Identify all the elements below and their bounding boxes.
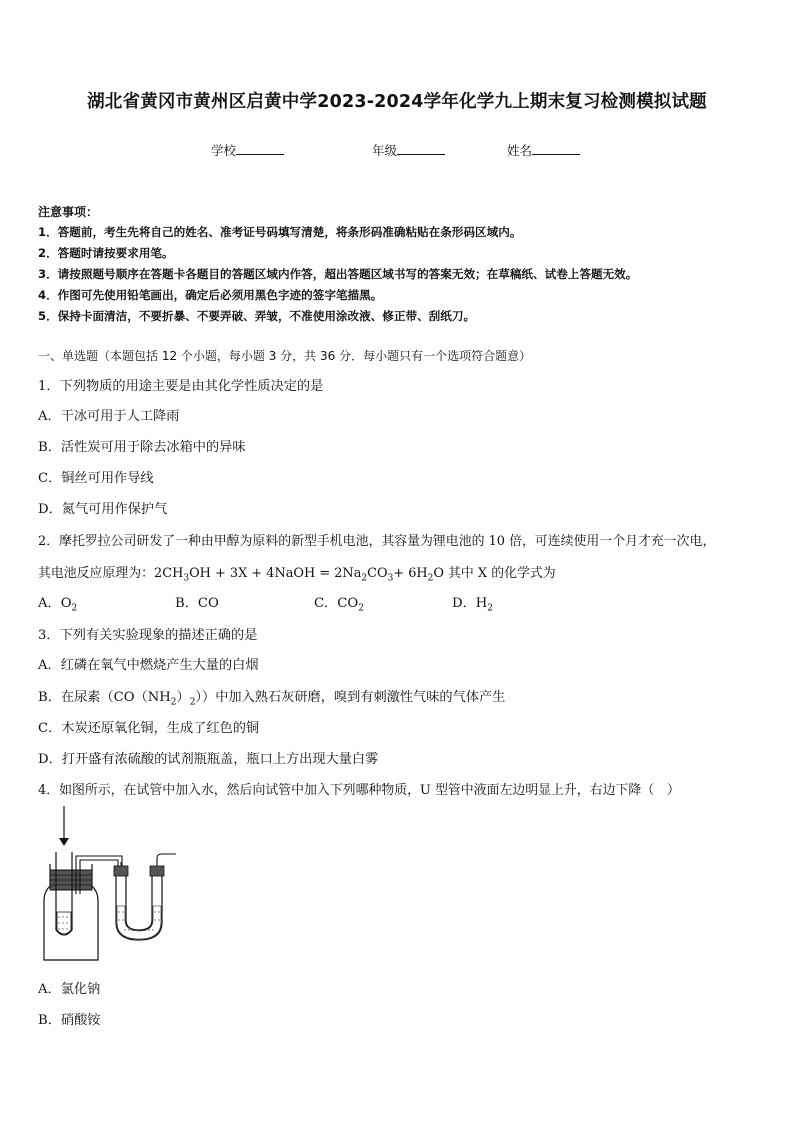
question-2-option-a[interactable]: A．$O_2$ bbox=[38, 596, 78, 614]
question-3-stem: 3．下列有关实验现象的描述正确的是 bbox=[38, 628, 258, 643]
question-2-option-c[interactable]: C．$CO_2$ bbox=[314, 596, 364, 614]
question-1-option-b[interactable]: B．活性炭可用于除去冰箱中的异味 bbox=[38, 440, 246, 455]
question-1-stem: 1．下列物质的用途主要是由其化学性质决定的是 bbox=[38, 379, 324, 394]
name-field[interactable] bbox=[507, 141, 580, 159]
grade-field[interactable] bbox=[372, 141, 445, 159]
note-item: 4．作图可先使用铅笔画出，确定后必须用黑色字迹的签字笔描黑。 bbox=[38, 288, 383, 302]
note-item: 2．答题时请按要求用笔。 bbox=[38, 246, 174, 260]
school-label: 学校 bbox=[211, 143, 237, 158]
question-1-option-c[interactable]: C．铜丝可用作导线 bbox=[38, 471, 154, 486]
question-3-option-b[interactable]: B．在尿素$(CO(NH_2)_2)$）中加入熟石灰研磨，嗅到有刺激性气味的气体产生 bbox=[38, 690, 506, 708]
question-2-stem-line2: 其电池反应原理为：$2CH_3OH + 3X$ + 4NaOH = $2Na_2CO_3+ 6H_2O$ 其中 X 的化学式为 bbox=[38, 566, 556, 584]
note-item: 5．保持卡面清洁，不要折暴、不要弄破、弄皱，不准使用涂改液、修正带、刮纸刀。 bbox=[38, 309, 476, 323]
question-3-option-a[interactable]: A．红磷在氧气中燃烧产生大量的白烟 bbox=[38, 658, 259, 673]
section-heading: 一、单选题（本题包括 12 个小题，每小题 3 分，共 36 分．每小题只有一个选项符合题意） bbox=[38, 349, 532, 363]
question-3-option-c[interactable]: C．木炭还原氧化铜，生成了红色的铜 bbox=[38, 721, 260, 736]
question-2-option-d[interactable]: D．$H_2$ bbox=[452, 596, 493, 614]
question-3-option-d[interactable]: D．打开盛有浓硫酸的试剂瓶瓶盖，瓶口上方出现大量白雾 bbox=[38, 752, 379, 767]
question-4-stem: 4．如图所示，在试管中加入水，然后向试管中加入下列哪种物质，U 型管中液面左边明显上升，右边下降（ ） bbox=[38, 783, 680, 798]
question-2-option-b[interactable]: B．CO bbox=[175, 596, 219, 611]
page-title: 湖北省黄冈市黄州区启黄中学2023-2024学年化学九上期末复习检测模拟试题 bbox=[87, 92, 707, 112]
apparatus-diagram bbox=[36, 804, 186, 964]
note-item: 1．答题前，考生先将自己的姓名、准考证号码填写清楚，将条形码准确粘贴在条形码区域内。 bbox=[38, 225, 522, 239]
grade-label: 年级 bbox=[372, 143, 398, 158]
name-label: 姓名 bbox=[507, 143, 533, 158]
question-4-option-b[interactable]: B．硝酸铵 bbox=[38, 1013, 101, 1028]
notes-heading: 注意事项： bbox=[38, 205, 99, 219]
school-field[interactable] bbox=[211, 141, 284, 159]
question-4-option-a[interactable]: A．氯化钠 bbox=[38, 982, 101, 997]
question-1-option-d[interactable]: D．氮气可用作保护气 bbox=[38, 502, 168, 517]
question-1-option-a[interactable]: A．干冰可用于人工降雨 bbox=[38, 409, 180, 424]
note-item: 3．请按照题号顺序在答题卡各题目的答题区域内作答，超出答题区域书写的答案无效；在草稿纸、试卷上答题无效。 bbox=[38, 267, 638, 281]
question-2-stem-line1: 2．摩托罗拉公司研发了一种由甲醇为原料的新型手机电池，其容量为锂电池的 10 倍，可连续使用一个月才充一次电， bbox=[38, 534, 716, 549]
